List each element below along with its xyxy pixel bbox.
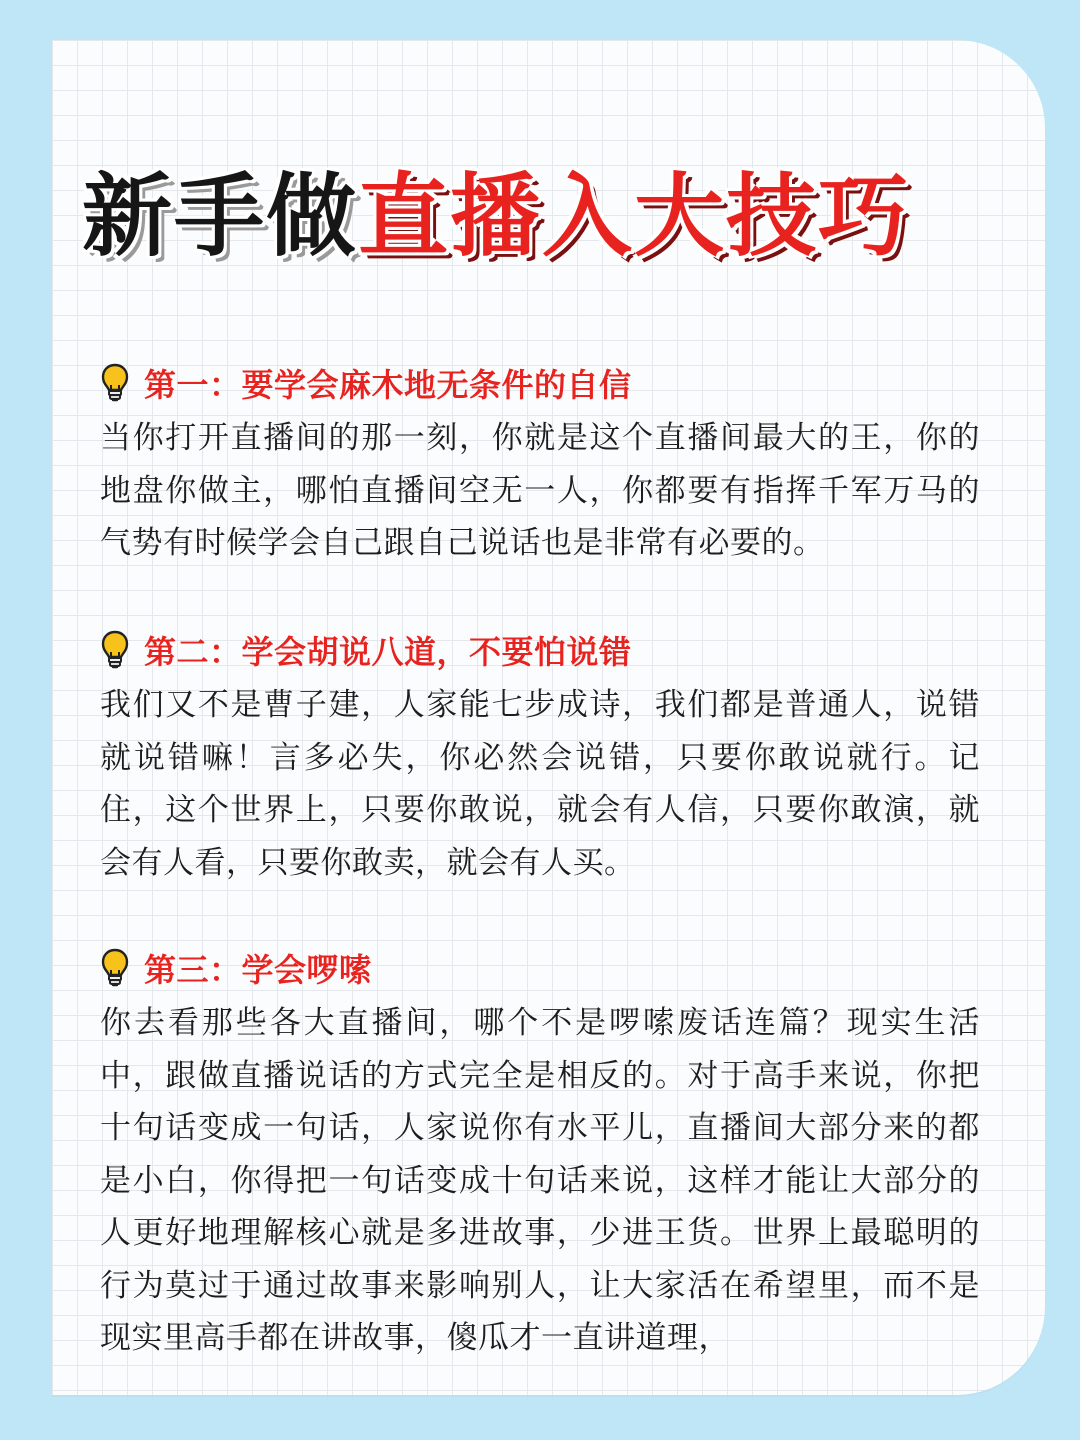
- tip-heading-text: 第一：要学会麻木地无条件的自信: [144, 366, 632, 404]
- tip-body-text: 当你打开直播间的那一刻，你就是这个直播间最大的王，你的地盘你做主，哪怕直播间空无一人，你都要有指挥千军万马的气势有时候学会自己跟自己说话也是非常有必要的。: [100, 420, 980, 561]
- tip-heading-3: [100, 945, 980, 991]
- tip-heading-1: [100, 360, 980, 406]
- tip-body-text: 我们又不是曹子建，人家能七步成诗，我们都是普通人，说错就说错嘛！言多必失，你必然会说错，只要你敢说就行。记住，这个世界上，只要你敢说，就会有人信，只要你敢演，就会有人看，只要你敢卖，就会有人买。: [100, 687, 980, 881]
- tip-section-1: [100, 360, 980, 570]
- tip-body-text: 你去看那些各大直播间，哪个不是啰嗦废话连篇？现实生活中，跟做直播说话的方式完全是相反的。对于高手来说，你把十句话变成一句话，人家说你有水平儿，直播间大部分来的都是小白，你得把一句话变成十句话来说，这样才能让大部分的人更好地理解核心就是多进故事，少进王货。世界上最聪明的行为莫过于通过故事来影响别人，让大家活在希望里，而不是现实里高手都在讲故事，傻瓜才一直讲道理，: [100, 1005, 980, 1356]
- tip-heading-text: 第二：学会胡说八道，不要怕说错: [144, 633, 632, 671]
- title-red-part: 直播入大技巧: [358, 164, 910, 269]
- page-title: [82, 152, 1042, 282]
- tip-section-3: [100, 945, 980, 1365]
- title-black-part: 新手做: [82, 164, 358, 269]
- lightbulb-icon: [100, 630, 130, 670]
- lightbulb-icon: [100, 948, 130, 988]
- tip-heading-2: [100, 627, 980, 673]
- lightbulb-icon: [100, 363, 130, 403]
- tip-heading-text: 第三：学会啰嗦: [144, 951, 372, 989]
- tip-section-2: [100, 627, 980, 889]
